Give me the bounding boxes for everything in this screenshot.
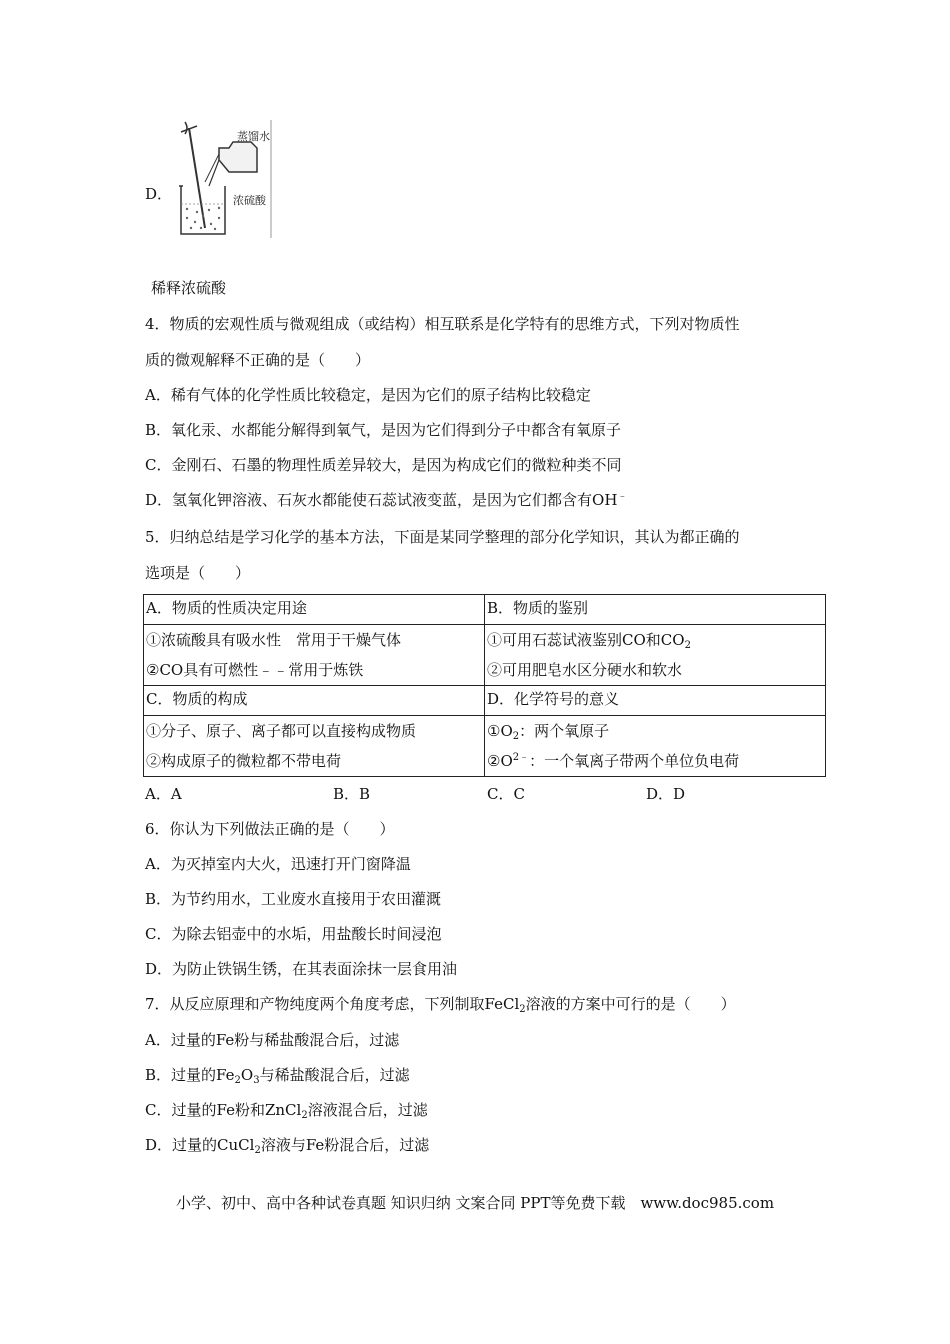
- q6-option-d: D．为防止铁锅生锈，在其表面涂抹一层食用油: [145, 960, 458, 978]
- q7-option-b-post: 与稀盐酸混合后，过滤: [259, 1066, 410, 1084]
- figure-label-acid: 浓硫酸: [233, 194, 266, 207]
- q7-option-b: [145, 1065, 410, 1085]
- cell-d-line2: [487, 746, 823, 776]
- cell-c-line2: ②构成原子的微粒都不带电荷: [146, 752, 342, 770]
- q5-option-a: A．A: [145, 785, 182, 803]
- q4-option-d-text: D．氢氧化钾溶液、石灰水都能使石蕊试液变蓝，是因为它们都含有OH: [145, 491, 618, 509]
- q6-option-b: B．为节约用水，工业废水直接用于农田灌溉: [145, 890, 442, 908]
- table-row: [144, 716, 826, 777]
- q5-stem-line2: 选项是（ ）: [145, 564, 251, 582]
- q4-stem-line2: 质的微观解释不正确的是（ ）: [145, 351, 371, 369]
- q7-option-d-sub: 2: [254, 1145, 261, 1156]
- q7-option-d: [145, 1135, 429, 1155]
- cell-d-line1-pre: ①O: [487, 722, 513, 740]
- q5-option-d: D．D: [646, 785, 686, 803]
- q5-option-b: B．B: [333, 785, 371, 803]
- q4-option-b: B．氧化汞、水都能分解得到氧气，是因为它们得到分子中都含有氧原子: [145, 421, 622, 439]
- cell-d-body: [485, 716, 826, 777]
- q4-stem-line1: 4．物质的宏观性质与微观组成（或结构）相互联系是化学特有的思维方式，下列对物质性: [145, 315, 740, 333]
- q7-option-b-sub2: 3: [253, 1075, 260, 1086]
- table-row: [144, 686, 826, 716]
- q3-option-d-label: D．: [145, 185, 173, 203]
- q7-option-c-pre: C．过量的Fe粉和ZnCl: [145, 1101, 302, 1119]
- q5-option-c: C．C: [487, 785, 525, 803]
- q5-stem-line1: 5．归纳总结是学习化学的基本方法，下面是某同学整理的部分化学知识，其认为都正确的: [145, 528, 740, 546]
- q4-option-d: [145, 490, 627, 510]
- cell-c-head: C．物质的构成: [144, 686, 485, 716]
- cell-d-line1-sub: 2: [512, 731, 520, 742]
- table-row: [144, 625, 826, 686]
- q5-knowledge-table: [143, 594, 826, 777]
- cell-a-head: A．物质的性质决定用途: [144, 595, 485, 625]
- q4-option-c: C．金刚石、石墨的物理性质差异较大，是因为构成它们的微粒种类不同: [145, 456, 622, 474]
- q7-option-d-post: 溶液与Fe粉混合后，过滤: [260, 1136, 430, 1154]
- cell-b-body: [485, 625, 826, 686]
- q3-option-d: [145, 120, 280, 240]
- cell-d-line2-pre: ②O: [487, 752, 513, 770]
- q7-stem-sub: 2: [519, 1004, 526, 1015]
- q7-stem-post: 溶液的方案中可行的是（ ）: [525, 995, 736, 1013]
- cell-b-line1-sub: 2: [684, 640, 691, 651]
- q7-option-b-pre: B．过量的Fe: [145, 1066, 235, 1084]
- q7-option-b-sub1: 2: [234, 1075, 241, 1086]
- q7-option-c-post: 溶液混合后，过滤: [307, 1101, 428, 1119]
- table-row: [144, 595, 826, 625]
- dilution-apparatus-figure: [175, 120, 280, 240]
- cell-b-line1-text: ①可用石蕊试液鉴别CO和CO: [487, 631, 685, 649]
- q3-caption: 稀释浓硫酸: [151, 279, 227, 297]
- cell-b-line1: [487, 625, 823, 655]
- page-footer: 小学、初中、高中各种试卷真题 知识归纳 文案合同 PPT等免费下载 www.doc985.com: [175, 1194, 775, 1212]
- cell-a-body: [144, 625, 485, 686]
- q7-option-c: [145, 1100, 428, 1120]
- cell-c-body: [144, 716, 485, 777]
- figure-label-water: 蒸馏水: [237, 130, 270, 143]
- q7-option-b-mid: O: [240, 1066, 254, 1084]
- cell-a-line1: ①浓硫酸具有吸水性 常用于干燥气体: [146, 631, 402, 649]
- cell-d-line2-post: ：一个氧离子带两个单位负电荷: [529, 752, 740, 770]
- q4-option-a: A．稀有气体的化学性质比较稳定，是因为它们的原子结构比较稳定: [145, 386, 591, 404]
- q6-option-a: A．为灭掉室内大火，迅速打开门窗降温: [145, 855, 411, 873]
- cell-b-head: B．物质的鉴别: [485, 595, 826, 625]
- cell-d-line2-sup: 2﹣: [512, 752, 530, 763]
- q7-option-d-pre: D．过量的CuCl: [145, 1136, 255, 1154]
- cell-a-line2: ②CO具有可燃性﹣﹣常用于炼铁: [146, 661, 364, 679]
- q7-stem-pre: 7．从反应原理和产物纯度两个角度考虑，下列制取FeCl: [145, 995, 520, 1013]
- q6-option-c: C．为除去铝壶中的水垢，用盐酸长时间浸泡: [145, 925, 442, 943]
- q6-stem: 6．你认为下列做法正确的是（ ）: [145, 820, 395, 838]
- q7-option-a: A．过量的Fe粉与稀盐酸混合后，过滤: [145, 1031, 400, 1049]
- q7-option-c-sub: 2: [301, 1110, 308, 1121]
- cell-c-line1: ①分子、原子、离子都可以直接构成物质: [146, 722, 417, 740]
- cell-d-head: D．化学符号的意义: [485, 686, 826, 716]
- cell-d-line1-post: ：两个氧原子: [519, 722, 610, 740]
- q4-option-d-charge: ﹣: [617, 491, 628, 502]
- cell-b-line2: ②可用肥皂水区分硬水和软水: [487, 661, 683, 679]
- cell-d-line1: [487, 716, 823, 746]
- q7-stem: [145, 994, 736, 1014]
